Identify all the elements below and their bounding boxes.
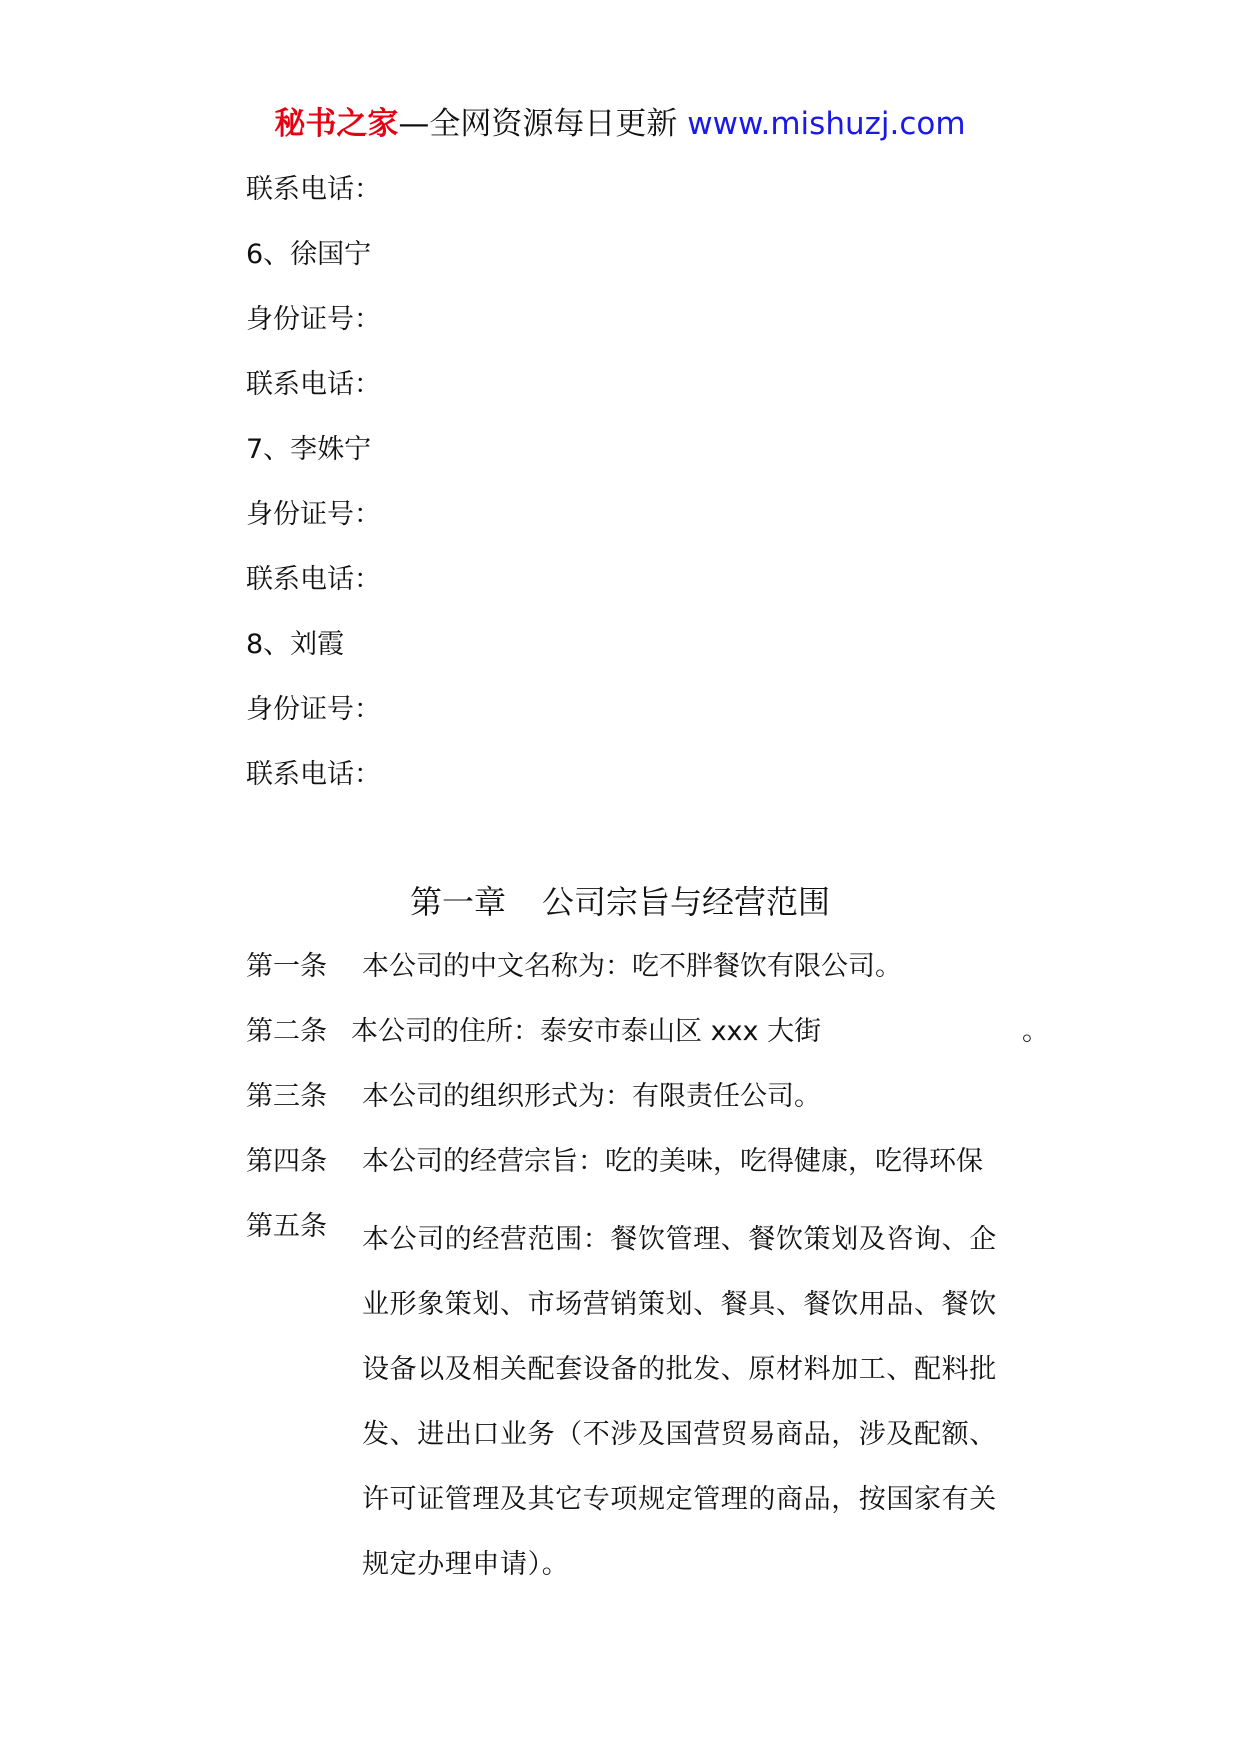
chapter-title: 公司宗旨与经营范围	[542, 883, 831, 921]
contact-line: 联系电话：	[246, 759, 381, 790]
paragraph-line: 许可证管理及其它专项规定管理的商品，按国家有关	[362, 1484, 997, 1515]
article-text: 本公司的住所：泰安市泰山区 xxx 大街	[351, 1016, 822, 1047]
site-url-link[interactable]: www.mishuzj.com	[687, 106, 966, 142]
article-text: 本公司的经营宗旨：吃的美味，吃得健康，吃得环保	[362, 1146, 983, 1177]
contact-line: 联系电话：	[246, 369, 381, 400]
article-label: 第一条	[246, 951, 327, 982]
article-label: 第二条	[246, 1016, 327, 1047]
chapter-heading	[0, 880, 1240, 924]
paragraph-line: 设备以及相关配套设备的批发、原材料加工、配料批	[362, 1354, 997, 1385]
article-paragraph	[362, 1207, 1062, 1597]
chapter-number: 第一章	[409, 883, 506, 921]
paragraph-line: 发、进出口业务（不涉及国营贸易商品，涉及配额、	[362, 1419, 997, 1450]
contact-line: 身份证号：	[246, 304, 381, 335]
member-name: 7、李姝宁	[246, 434, 372, 465]
contact-line: 联系电话：	[246, 564, 381, 595]
article-label: 第三条	[246, 1081, 327, 1112]
contact-line: 身份证号：	[246, 499, 381, 530]
member-name: 8、刘霞	[246, 629, 345, 660]
paragraph-line: 本公司的经营范围：餐饮管理、餐饮策划及咨询、企	[362, 1224, 997, 1255]
member-name: 6、徐国宁	[246, 239, 372, 270]
contact-line: 联系电话：	[246, 174, 381, 205]
paragraph-line: 业形象策划、市场营销策划、餐具、餐饮用品、餐饮	[362, 1289, 997, 1320]
brand-name: 秘书之家	[274, 106, 399, 142]
article-text: 本公司的中文名称为：吃不胖餐饮有限公司。	[362, 951, 902, 982]
article-label: 第五条	[246, 1211, 327, 1242]
paragraph-line: 规定办理申请）。	[362, 1549, 570, 1580]
article-label: 第四条	[246, 1146, 327, 1177]
contact-line: 身份证号：	[246, 694, 381, 725]
header-tagline: —全网资源每日更新	[398, 106, 678, 142]
site-header	[0, 102, 1240, 146]
article-end-punctuation: 。	[1022, 1016, 1049, 1047]
article-text: 本公司的组织形式为：有限责任公司。	[362, 1081, 821, 1112]
